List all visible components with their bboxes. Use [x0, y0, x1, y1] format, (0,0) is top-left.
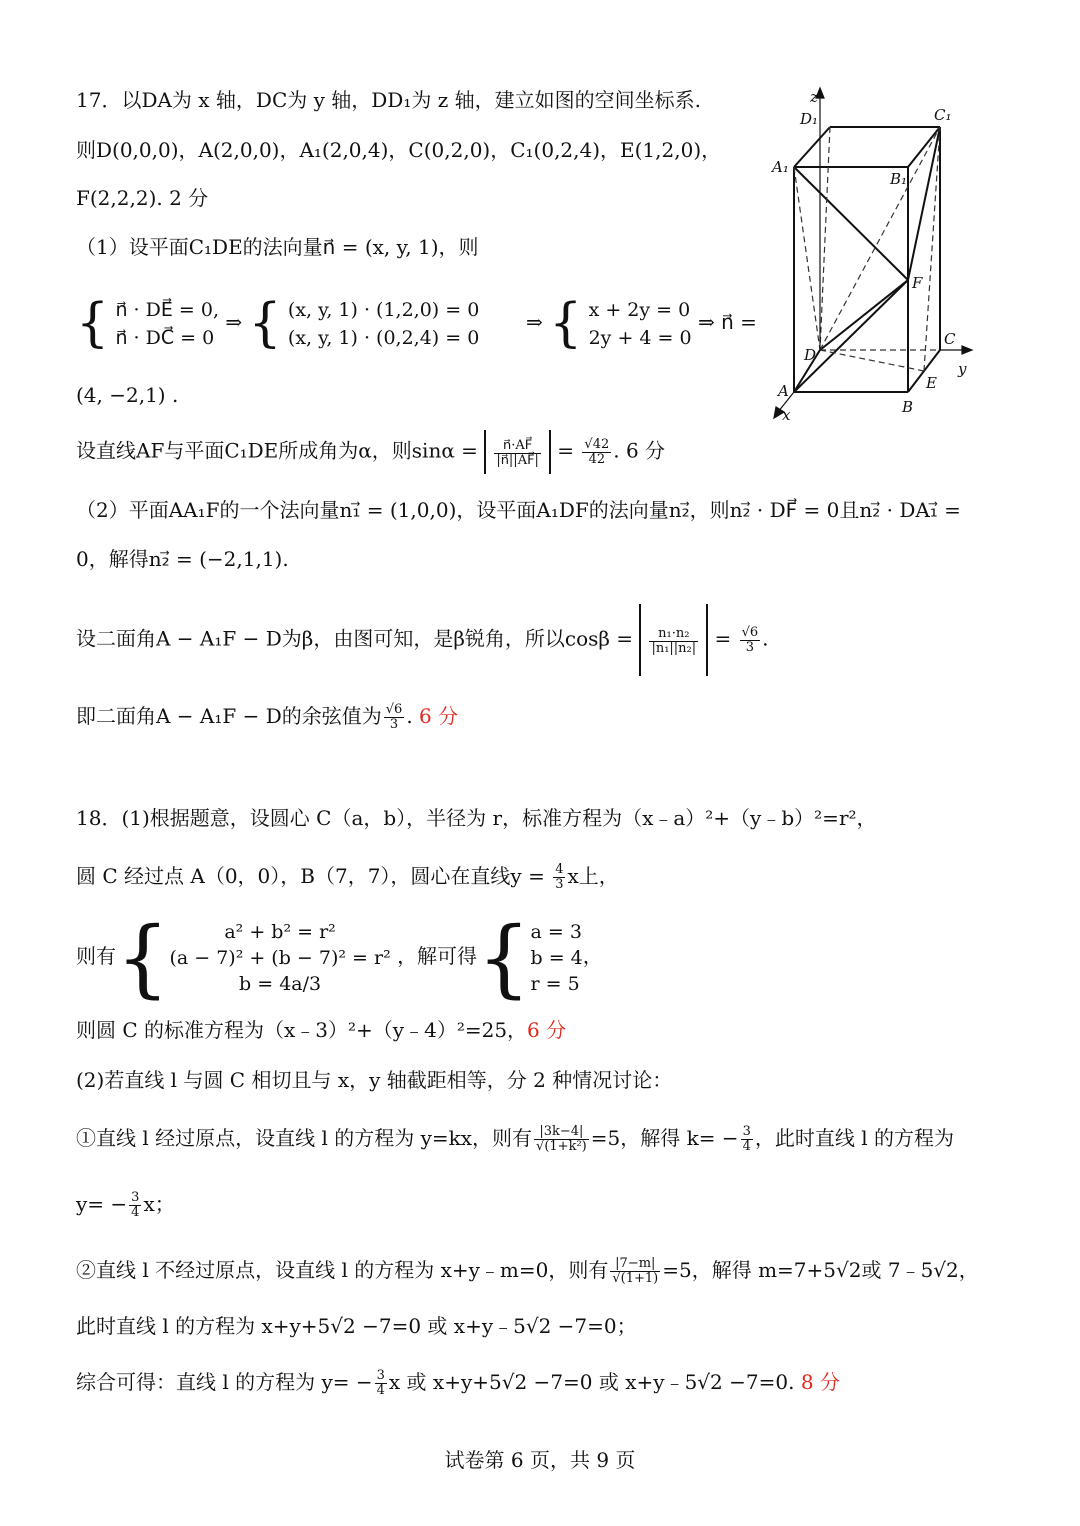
cos-prefix: 设二面角A − A₁F − D为β，由图可知，是β锐角，所以cosβ = — [76, 626, 634, 651]
sin-prefix: 设直线AF与平面C₁DE所成角为α，则sinα = — [76, 438, 478, 463]
k-num: 3 — [742, 1124, 751, 1139]
q17-cos-line — [76, 604, 769, 660]
line2-prefix: 圆 C 经过点 A（0，0），B（7，7），圆心在直线y = — [76, 864, 545, 888]
q17-part2-line1: （2）平面AA₁F的一个法向量n₁⃗ = (1,0,0)，设平面A₁DF的法向量n₂⃗，则n₂⃗ · DF⃗ = 0且n₂⃗ · DA₁⃗ = — [76, 498, 961, 522]
label-A: A — [778, 382, 789, 400]
label-F: F — [912, 274, 923, 292]
system-b — [288, 296, 479, 352]
label-C1: C₁ — [934, 106, 952, 124]
edge-F-D — [820, 280, 908, 350]
summary-suffix: x 或 x+y+5√2 −7=0 或 x+y﹣5√2 −7=0. — [388, 1370, 795, 1394]
case2-fraction — [610, 1257, 660, 1286]
sys-c-row1: x + 2y = 0 — [588, 298, 691, 321]
sys-b-row2: (x, y, 1) · (0,2,4) = 0 — [287, 326, 480, 349]
case2-den: √(1+1) — [612, 1271, 659, 1286]
label-E: E — [926, 374, 937, 392]
cos-fraction — [649, 627, 698, 656]
edge-D1-D — [820, 127, 830, 350]
res-row3: r = 5 — [530, 972, 580, 995]
case1-eq-num: 3 — [131, 1190, 140, 1205]
slope-den: 3 — [555, 877, 564, 892]
k-den: 4 — [742, 1139, 751, 1154]
case2-suffix: =5，解得 m=7+5√2或 7﹣5√2， — [662, 1258, 979, 1282]
case2-prefix: ②直线 l 不经过原点，设直线 l 的方程为 x+y﹣m=0，则有 — [76, 1258, 609, 1282]
sin-denominator: |n⃗||AF⃗| — [496, 453, 539, 468]
slope-fraction — [553, 863, 565, 892]
system-prefix: 则有 — [76, 944, 116, 968]
case1-eq-suffix: x； — [143, 1192, 175, 1216]
final-den: 3 — [389, 717, 399, 732]
system-eqs — [169, 919, 390, 997]
case1-eq-den: 4 — [131, 1205, 140, 1220]
brace-left: { — [248, 293, 282, 354]
q17-part2-line2: 0，解得n₂⃗ = (−2,1,1). — [76, 547, 289, 571]
equals: = — [714, 626, 732, 651]
q17-system — [76, 290, 757, 354]
final-num: √6 — [385, 702, 403, 717]
case1-mid: =5，解得 k= − — [590, 1126, 739, 1150]
abs-bars — [639, 604, 708, 676]
brace-left: { — [76, 293, 110, 354]
edge-F-C1 — [908, 127, 940, 280]
equals: = — [557, 438, 575, 463]
case1-num: |3k−4| — [534, 1125, 589, 1140]
solution-eqs — [531, 919, 583, 997]
abs-bars — [484, 430, 551, 474]
edge-D-C1 — [820, 127, 940, 350]
q17-final-line — [76, 696, 458, 736]
label-D: D — [804, 346, 817, 364]
sin-value — [582, 438, 611, 467]
cos-numerator: n₁·n₂ — [649, 627, 698, 642]
slope-num: 4 — [555, 862, 564, 877]
q17-line3: F(2,2,2). 2 分 — [76, 186, 209, 210]
sys-a-row1: n⃗ · DE⃗ = 0, — [115, 298, 219, 321]
line2-suffix: x上， — [567, 864, 619, 888]
implies-arrow: ⇒ — [225, 310, 243, 334]
case1-eq-fraction — [129, 1191, 141, 1220]
case1-den: √(1+k²) — [536, 1139, 587, 1154]
q17-line1: 17．以DA为 x 轴，DC为 y 轴，DD₁为 z 轴，建立如图的空间坐标系. — [76, 88, 701, 112]
y-arrow — [962, 346, 972, 354]
q18-circle-eq — [76, 1016, 566, 1044]
res-row1: a = 3 — [530, 920, 582, 943]
label-x: x — [782, 406, 791, 422]
case1-suffix: ，此时直线 l 的方程为 — [754, 1126, 954, 1150]
sys-b-row1: (x, y, 1) · (1,2,0) = 0 — [287, 298, 480, 321]
sys-row1: a² + b² = r² — [224, 920, 336, 943]
q17-line2: 则D(0,0,0)，A(2,0,0)，A₁(2,0,4)，C(0,2,0)，C₁(0,2,4)，E(1,2,0)， — [76, 138, 722, 162]
period: . — [762, 626, 769, 651]
solve-text: ，解可得 — [397, 944, 478, 968]
q17-sin-line — [76, 430, 665, 470]
sys-row2: (a − 7)² + (b − 7)² = r² — [169, 946, 391, 969]
final-prefix: 即二面角A − A₁F − D的余弦值为 — [76, 704, 382, 728]
sin-fraction — [494, 439, 541, 468]
final-fraction — [384, 703, 405, 732]
q18-system-line — [76, 908, 603, 1007]
label-z: z — [810, 88, 818, 106]
label-B1: B₁ — [890, 170, 908, 188]
label-y: y — [958, 360, 967, 378]
sin-numerator: n⃗·AF⃗ — [494, 439, 541, 454]
k-fraction — [741, 1125, 753, 1154]
label-D1: D₁ — [800, 110, 819, 128]
sys-row3: b = 4a/3 — [239, 972, 322, 995]
q18-line2 — [76, 856, 619, 896]
brace-left: { — [477, 908, 531, 1007]
q18-case1 — [76, 1118, 954, 1158]
summary-num: 3 — [376, 1368, 385, 1383]
cos-value-den: 3 — [745, 639, 755, 655]
case1-fraction — [534, 1125, 589, 1154]
q17-vector-result: (4, −2,1) . — [76, 383, 179, 407]
sys-a-row2: n⃗ · DC⃗ = 0 — [115, 326, 215, 349]
res-row2: b = 4 — [530, 946, 583, 969]
page-footer: 试卷第 6 页，共 9 页 — [444, 1448, 636, 1472]
case1-eq-prefix: y= − — [76, 1192, 128, 1216]
cos-value-num: √6 — [741, 624, 759, 640]
period: . — [406, 704, 413, 728]
edge-A1-D — [794, 167, 820, 350]
system-c — [589, 296, 692, 352]
q18-summary — [76, 1362, 840, 1402]
q18-case1-eq — [76, 1184, 175, 1224]
q18-part2: (2)若直线 l 与圆 C 相切且与 x，y 轴截距相等，分 2 种情况讨论： — [76, 1068, 673, 1092]
cuboid-figure — [760, 82, 980, 422]
label-B: B — [902, 398, 914, 416]
summary-den: 4 — [376, 1383, 385, 1398]
summary-fraction — [375, 1369, 387, 1398]
sys-c-row2: 2y + 4 = 0 — [588, 326, 692, 349]
edge-A1-D1 — [794, 127, 830, 167]
sin-value-num: √42 — [584, 436, 610, 452]
circle-equation: 则圆 C 的标准方程为（x﹣3）²+（y﹣4）²=25， — [76, 1018, 528, 1042]
brace-left: { — [549, 293, 583, 354]
edge-A-F — [794, 280, 908, 392]
implies-vector: ⇒ n⃗ = — [697, 310, 757, 334]
case1-prefix: ①直线 l 经过原点，设直线 l 的方程为 y=kx，则有 — [76, 1126, 533, 1150]
cos-value — [740, 626, 761, 655]
score-badge: 8 分 — [800, 1370, 840, 1394]
case2-num: |7−m| — [610, 1257, 660, 1272]
label-A1: A₁ — [772, 158, 789, 176]
q18-case2-line2: 此时直线 l 的方程为 x+y+5√2 −7=0 或 x+y﹣5√2 −7=0； — [76, 1314, 637, 1338]
label-C: C — [944, 330, 956, 348]
comma: ， — [582, 944, 603, 968]
q18-line1: 18．(1)根据题意，设圆心 C（a，b），半径为 r，标准方程为（x﹣a）²+（y﹣b）²=r²， — [76, 806, 877, 830]
system-a — [115, 296, 219, 352]
score-badge: 6 分 — [419, 704, 459, 728]
cos-denominator: |n₁||n₂| — [651, 641, 697, 656]
brace-left: { — [116, 908, 170, 1007]
score-badge: 6 分 — [527, 1018, 567, 1042]
q17-part1-intro: （1）设平面C₁DE的法向量n⃗ = (x, y, 1)，则 — [76, 235, 479, 259]
summary-prefix: 综合可得：直线 l 的方程为 y= − — [76, 1370, 373, 1394]
q18-case2 — [76, 1250, 979, 1290]
sin-value-den: 42 — [588, 451, 606, 467]
implies-arrow: ⇒ — [526, 310, 543, 334]
score-6: . 6 分 — [613, 438, 666, 463]
